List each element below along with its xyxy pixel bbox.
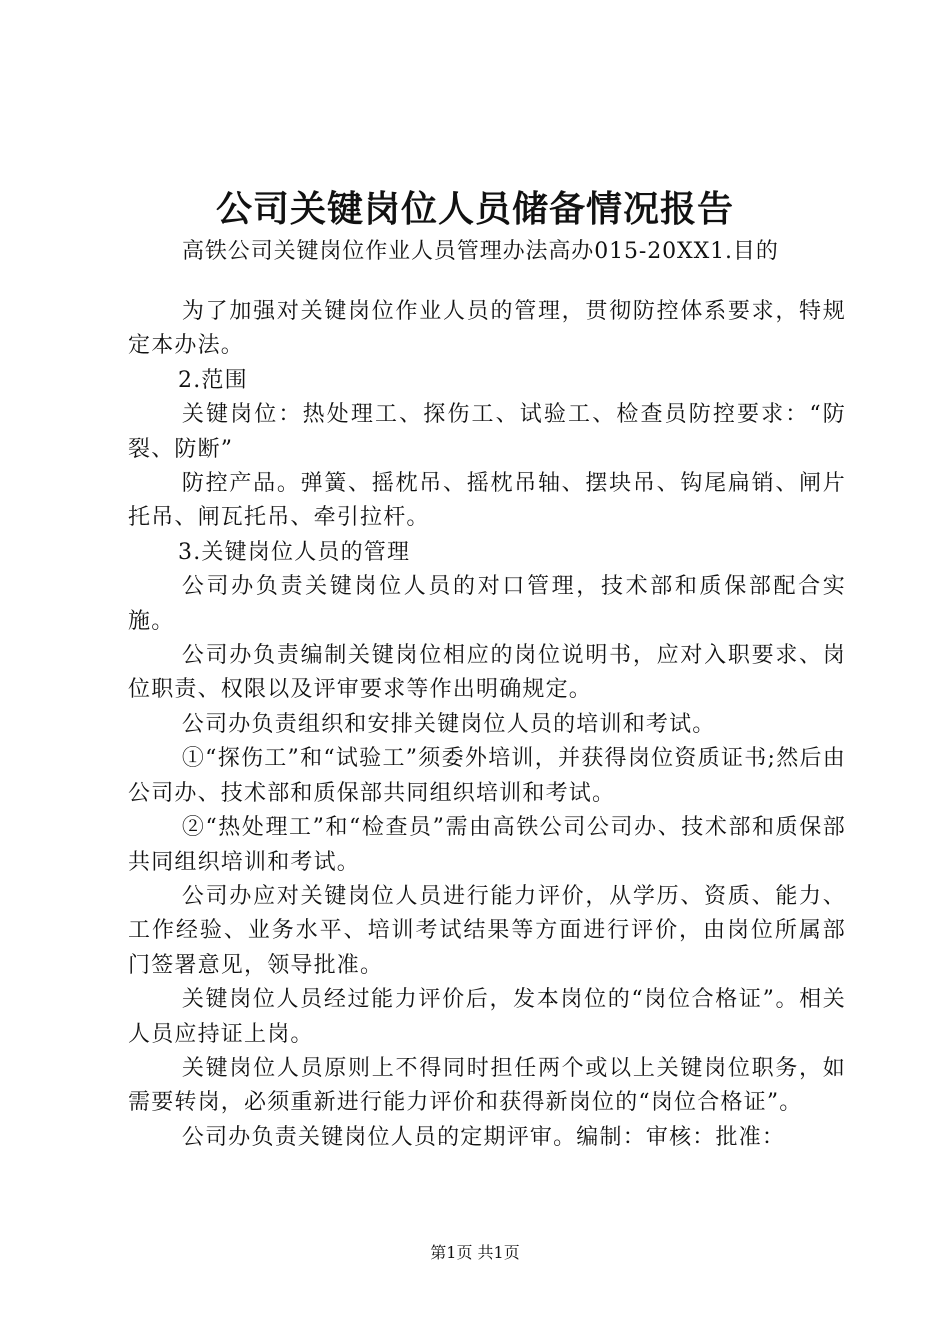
section-heading-management: 3.关键岗位人员的管理 <box>178 539 411 565</box>
paragraph-key-positions: 关键岗位：热处理工、探伤工、试验工、检查员防控要求：“防裂、防断” <box>128 402 846 462</box>
page-footer: 第1页 共1页 <box>430 1243 520 1262</box>
paragraph-internal-training: ②“热处理工”和“检查员”需由高铁公司公司办、技术部和质保部共同组织培训和考试。 <box>128 815 846 875</box>
paragraph-periodic-review: 公司办负责关键岗位人员的定期评审。编制：审核：批准： <box>181 1124 786 1150</box>
document-title: 公司关键岗位人员储备情况报告 <box>215 188 734 230</box>
paragraph-certificate: 关键岗位人员经过能力评价后，发本岗位的“岗位合格证”。相关人员应持证上岗。 <box>128 987 846 1047</box>
intro-line: 高铁公司关键岗位作业人员管理办法高办015-20XX1.目的 <box>182 239 779 264</box>
paragraph-ability-evaluation: 公司办应对关键岗位人员进行能力评价，从学历、资质、能力、工作经验、业务水平、培训考试结果等方面进行评价，由岗位所属部门签署意见，领导批准。 <box>128 883 846 978</box>
section-heading-scope: 2.范围 <box>178 367 248 393</box>
paragraph-controlled-products: 防控产品。弹簧、摇枕吊、摇枕吊轴、摆块吊、钩尾扁销、闸片托吊、闸瓦托吊、牵引拉杆。 <box>128 471 846 531</box>
paragraph-purpose: 为了加强对关键岗位作业人员的管理，贯彻防控体系要求，特规定本办法。 <box>128 299 846 359</box>
paragraph-management-responsibility: 公司办负责关键岗位人员的对口管理，技术部和质保部配合实施。 <box>128 574 846 634</box>
paragraph-transfer: 关键岗位人员原则上不得同时担任两个或以上关键岗位职务，如需要转岗，必须重新进行能力评价和获得新岗位的“岗位合格证”。 <box>128 1055 846 1116</box>
paragraph-external-training: ①“探伤工”和“试验工”须委外培训，并获得岗位资质证书;然后由公司办、技术部和质保部共同组织培训和考试。 <box>128 746 846 806</box>
paragraph-job-description: 公司办负责编制关键岗位相应的岗位说明书，应对入职要求、岗位职责、权限以及评审要求等作出明确规定。 <box>128 643 846 703</box>
document-body <box>128 295 846 1155</box>
paragraph-training-exam: 公司办负责组织和安排关键岗位人员的培训和考试。 <box>181 711 716 737</box>
